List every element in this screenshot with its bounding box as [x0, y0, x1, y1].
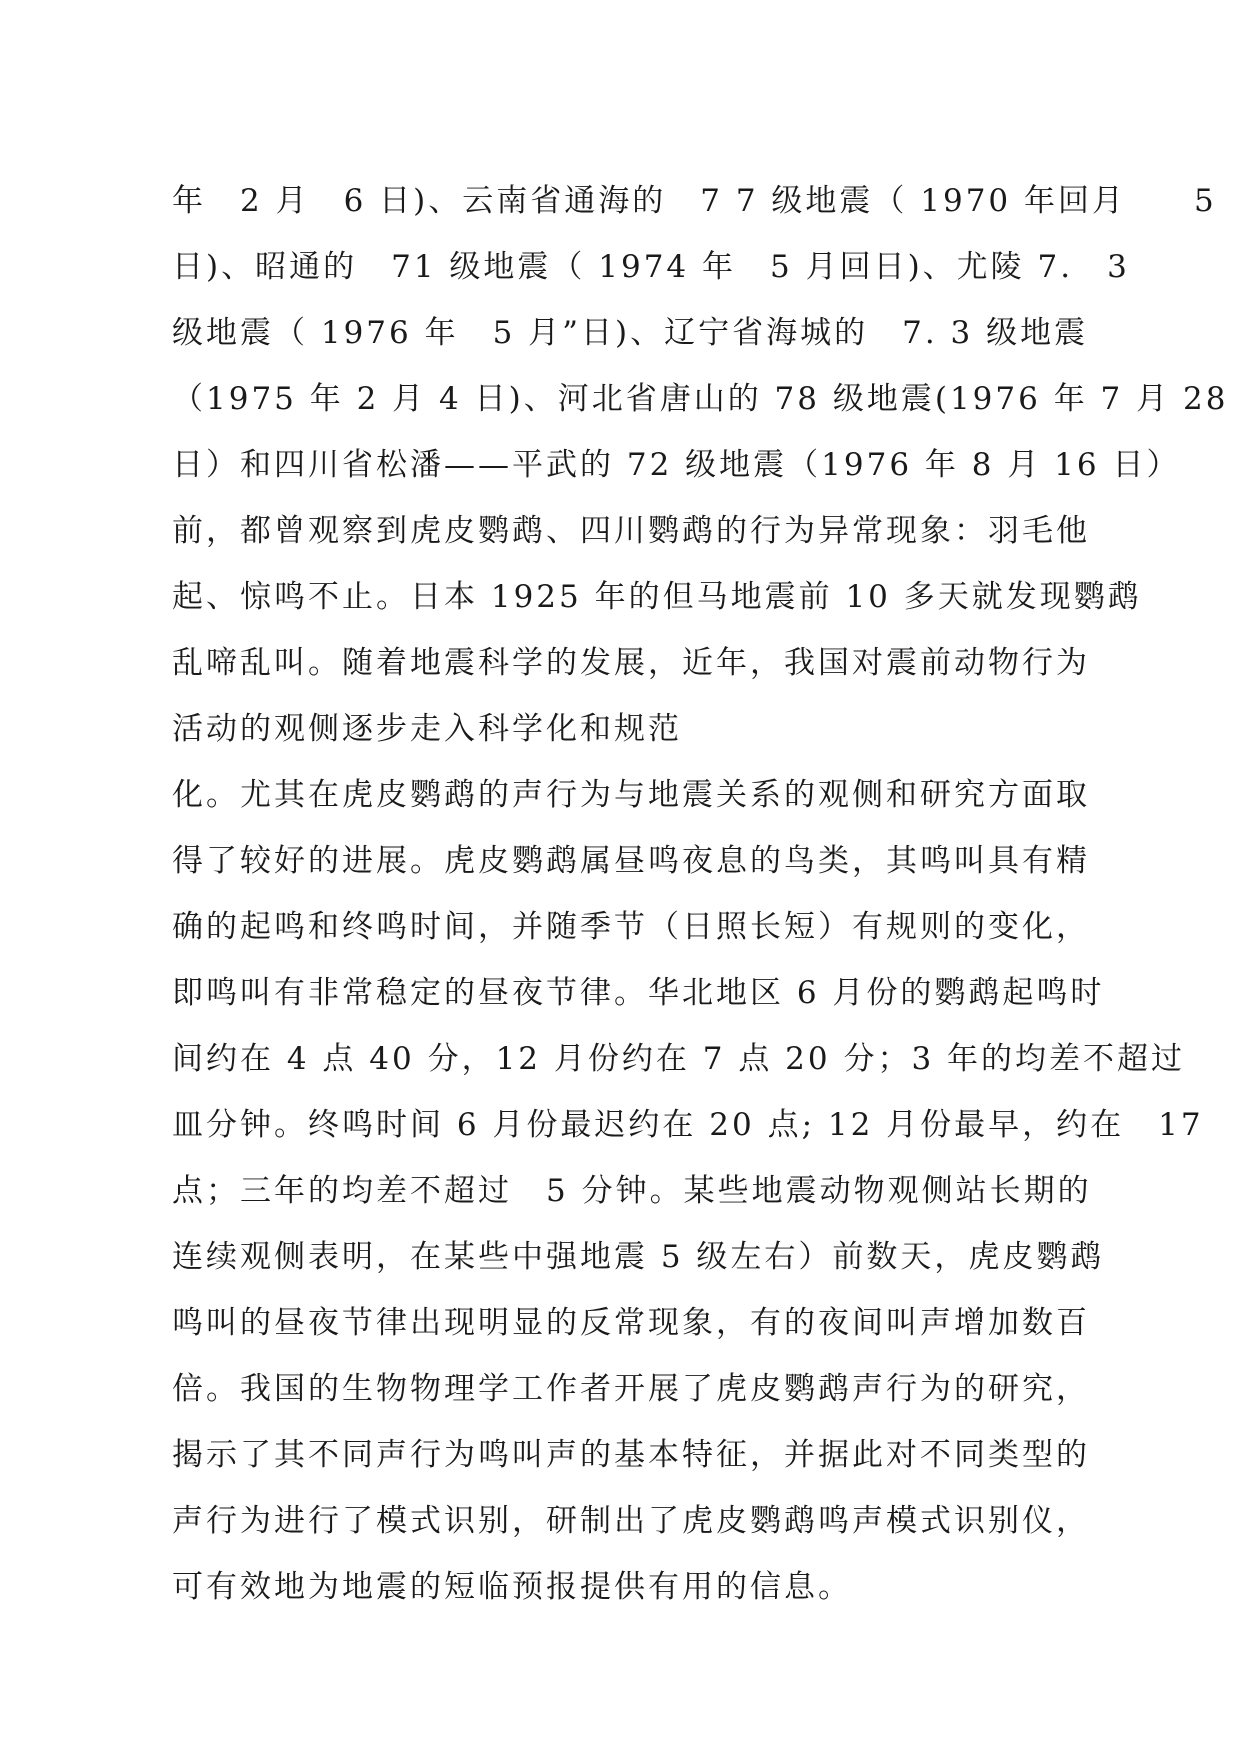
text-line: 年 2 月 6 日)、云南省通海的 7 7 级地震（ 1970 年回月 5: [172, 183, 1217, 219]
text-line: 间约在 4 点 40 分，12 月份约在 7 点 20 分；3 年的均差不超过: [172, 1041, 1186, 1077]
text-line: 点；三年的均差不超过 5 分钟。某些地震动物观侧站长期的: [172, 1173, 1092, 1209]
text-line: 日)、昭通的 71 级地震（ 1974 年 5 月回日)、尤陵 7. 3: [172, 249, 1130, 285]
text-line: 得了较好的进展。虎皮鹦鹉属昼鸣夜息的鸟类，其鸣叫具有精: [172, 843, 1090, 879]
text-line: 揭示了其不同声行为鸣叫声的基本特征，并据此对不同类型的: [172, 1437, 1090, 1473]
text-line: 乱啼乱叫。随着地震科学的发展，近年，我国对震前动物行为: [172, 645, 1090, 681]
text-line: 皿分钟。终鸣时间 6 月份最迟约在 20 点; 12 月份最早，约在 17: [172, 1107, 1204, 1143]
text-line: 声行为进行了模式识别，研制出了虎皮鹦鹉鸣声模式识别仪，: [172, 1503, 1090, 1539]
text-line: （1975 年 2 月 4 日)、河北省唐山的 78 级地震(1976 年 7 月 28: [172, 381, 1229, 417]
text-line: 化。尤其在虎皮鹦鹉的声行为与地震关系的观侧和研究方面取: [172, 777, 1090, 813]
body-text: [172, 168, 1229, 1620]
text-line: 前，都曾观察到虎皮鹦鹉、四川鹦鹉的行为异常现象：羽毛他: [172, 513, 1090, 549]
text-line: 倍。我国的生物物理学工作者开展了虎皮鹦鹉声行为的研究，: [172, 1371, 1090, 1407]
text-line: 日）和四川省松潘——平武的 72 级地震（1976 年 8 月 16 日）: [172, 447, 1181, 483]
text-line: 级地震（ 1976 年 5 月”日)、辽宁省海城的 7. 3 级地震: [172, 315, 1089, 351]
text-line: 起、惊鸣不止。日本 1925 年的但马地震前 10 多天就发现鹦鹉: [172, 579, 1142, 615]
text-line: 可有效地为地震的短临预报提供有用的信息。: [172, 1569, 852, 1605]
text-line: 即鸣叫有非常稳定的昼夜节律。华北地区 6 月份的鹦鹉起鸣时: [172, 975, 1105, 1011]
text-line: 活动的观侧逐步走入科学化和规范: [172, 711, 682, 747]
text-line: 鸣叫的昼夜节律出现明显的反常现象，有的夜间叫声增加数百: [172, 1305, 1090, 1341]
text-line: 连续观侧表明，在某些中强地震 5 级左右）前数天，虎皮鹦鹉: [172, 1239, 1105, 1275]
text-line: 确的起鸣和终鸣时间，并随季节（日照长短）有规则的变化，: [172, 909, 1090, 945]
